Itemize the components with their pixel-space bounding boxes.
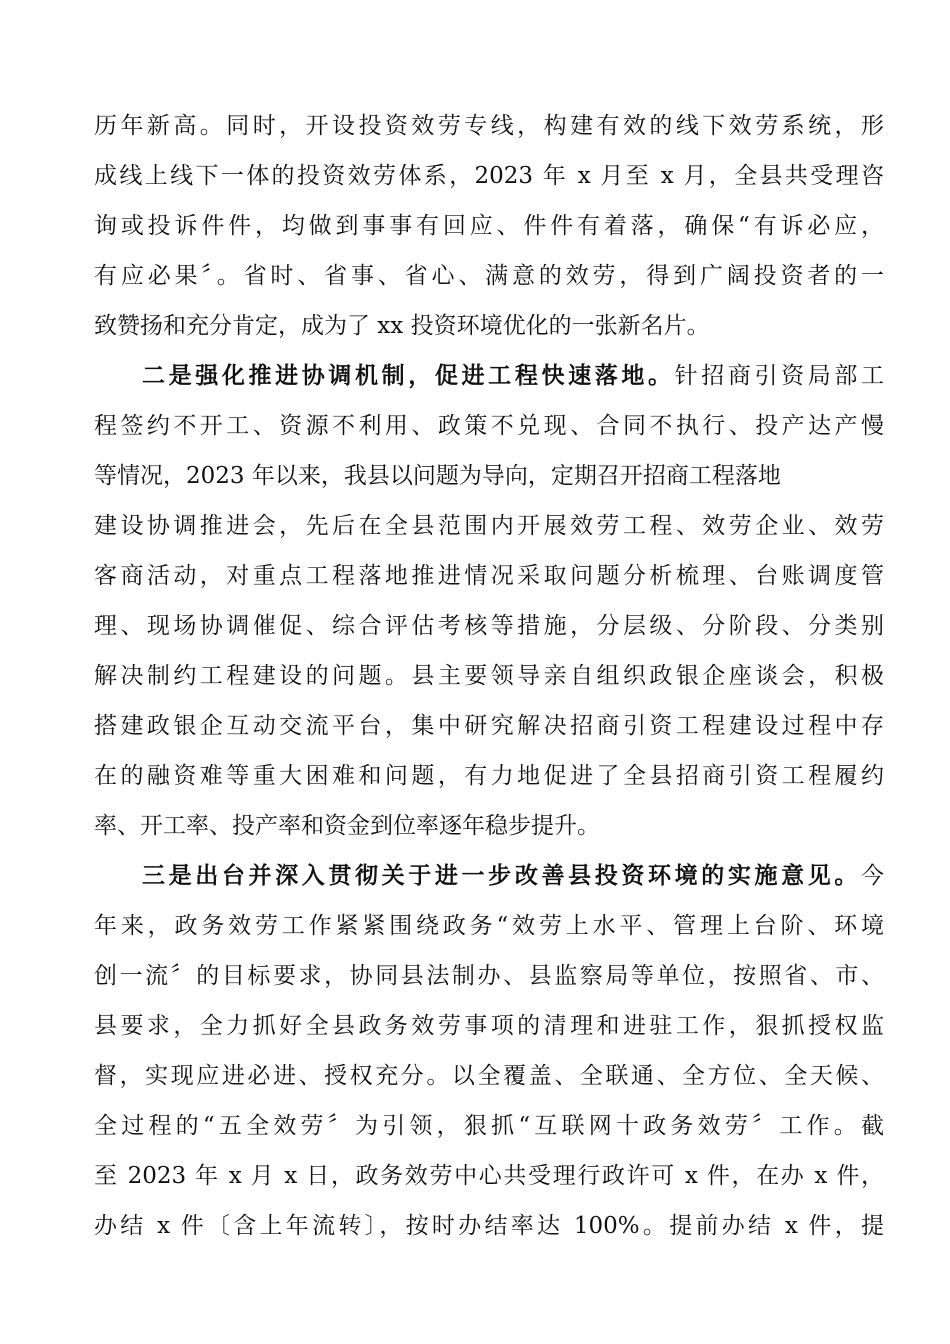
paragraph-line: 程签约不开工、资源不利用、政策不兑现、合同不执行、投产达产慢: [94, 413, 884, 439]
paragraph-line: 年来，政务效劳工作紧紧围绕政务“效劳上水平、管理上台阶、环境: [94, 913, 884, 939]
paragraph-line: 创一流〞的目标要求，协同县法制办、县监察局等单位，按照省、市、: [94, 963, 884, 989]
paragraph-first-line: [142, 856, 884, 896]
paragraph-line: 督，实现应进必进、授权充分。以全覆盖、全联通、全方位、全天候、: [94, 1063, 884, 1089]
paragraph-text: 今: [861, 863, 884, 889]
section-heading: 二是强化推进协调机制，促进工程快速落地。: [142, 362, 675, 389]
paragraph-line: 致赞扬和充分肯定，成为了 xx 投资环境优化的一张新名片。: [94, 313, 710, 339]
paragraph-line: 建设协调推进会，先后在全县范围内开展效劳工程、效劳企业、效劳: [94, 513, 884, 539]
paragraph-line: 成线上线下一体的投资效劳体系，2023 年 x 月至 x 月，全县共受理咨: [94, 163, 884, 189]
paragraph-line: 搭建政银企互动交流平台，集中研究解决招商引资工程建设过程中存: [94, 713, 884, 739]
paragraph-text: 针招商引资局部工: [674, 363, 884, 389]
paragraph-line: 有应必果〞。省时、省事、省心、满意的效劳，得到广阔投资者的一: [94, 263, 884, 289]
section-heading: 三是出台并深入贯彻关于进一步改善县投资环境的实施意见。: [142, 862, 861, 889]
paragraph-first-line: [142, 356, 884, 396]
paragraph-line: 理、现场协调催促、综合评估考核等措施，分层级、分阶段、分类别: [94, 613, 884, 639]
paragraph-line: 县要求，全力抓好全县政务效劳事项的清理和进驻工作，狠抓授权监: [94, 1013, 884, 1039]
paragraph-line: 在的融资难等重大困难和问题，有力地促进了全县招商引资工程履约: [94, 763, 884, 789]
paragraph-line: 等情况，2023 年以来，我县以问题为导向，定期召开招商工程落地: [94, 463, 781, 489]
paragraph-line: 客商活动，对重点工程落地推进情况采取问题分析梳理、台账调度管: [94, 563, 884, 589]
paragraph-line: 率、开工率、投产率和资金到位率逐年稳步提升。: [94, 813, 600, 839]
paragraph-line: 办结 x 件〔含上年流转〕，按时办结率达 100%。提前办结 x 件，提: [94, 1213, 884, 1239]
paragraph-line: 询或投诉件件，均做到事事有回应、件件有着落，确保“有诉必应，: [94, 213, 884, 239]
paragraph-line: 全过程的“五全效劳〞为引领，狠抓“互联网十政务效劳〞工作。截: [94, 1113, 884, 1139]
paragraph-line: 解决制约工程建设的问题。县主要领导亲自组织政银企座谈会，积极: [94, 663, 884, 689]
paragraph-line: 历年新高。同时，开设投资效劳专线，构建有效的线下效劳系统，形: [94, 113, 884, 139]
paragraph-line: 至 2023 年 x 月 x 日，政务效劳中心共受理行政许可 x 件，在办 x 件，: [94, 1163, 884, 1189]
